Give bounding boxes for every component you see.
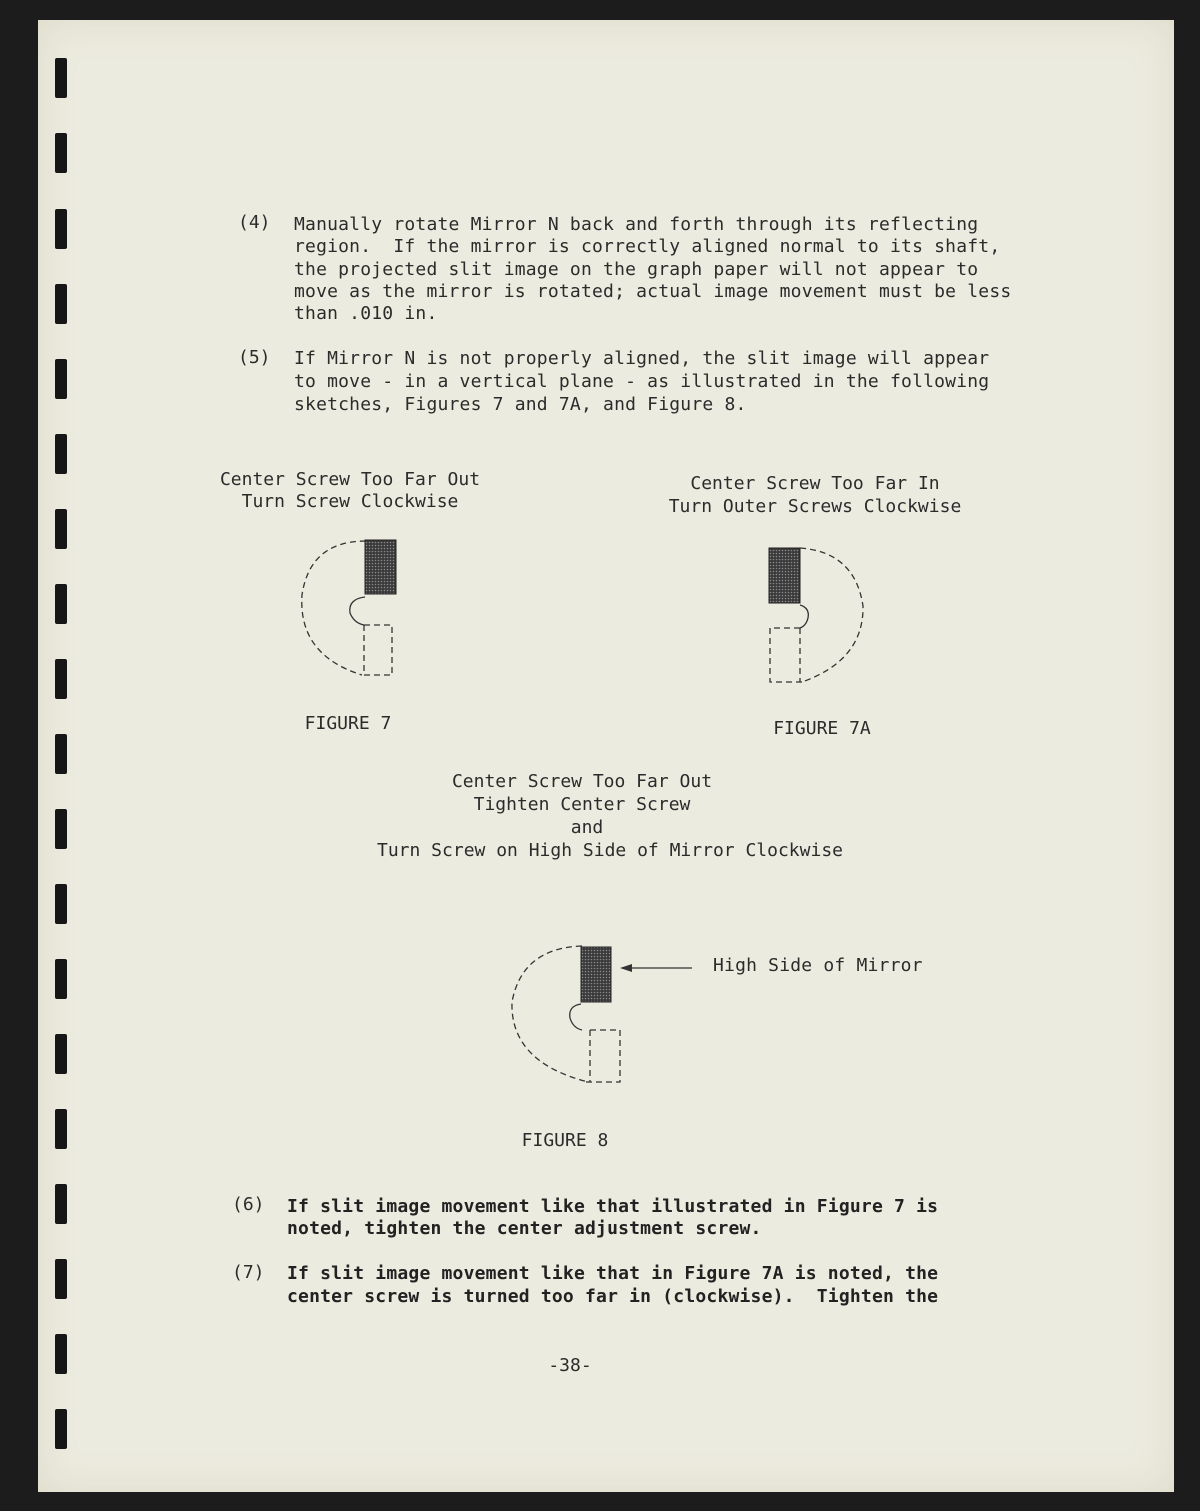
- binding-hole: [55, 734, 67, 774]
- paragraph-line: to move - in a vertical plane - as illustrated in the following: [294, 371, 990, 392]
- binding-hole: [55, 584, 67, 624]
- paragraph-line: If Mirror N is not properly aligned, the slit image will appear: [294, 348, 990, 369]
- figure8-caption: FIGURE 8: [521, 1130, 609, 1151]
- paragraph-line: If slit image movement like that illustrated in Figure 7 is: [287, 1196, 939, 1217]
- arrow-head: [620, 964, 632, 972]
- binding-hole: [55, 1259, 67, 1299]
- paragraph-line: region. If the mirror is correctly aligned normal to its shaft,: [294, 236, 1001, 257]
- figure8-sketch: [500, 940, 700, 1090]
- binding-hole: [55, 509, 67, 549]
- figure7-heading: Center Screw Too Far Out: [219, 469, 481, 490]
- figure7a-heading: Center Screw Too Far In: [690, 473, 940, 494]
- binding-hole: [55, 209, 67, 249]
- binding-hole: [55, 1034, 67, 1074]
- figure8-instruction: Turn Screw on High Side of Mirror Clockwise: [377, 840, 843, 861]
- binding-hole: [55, 959, 67, 999]
- binding-hole: [55, 659, 67, 699]
- binding-hole: [55, 809, 67, 849]
- binding-hole: [55, 133, 67, 173]
- binding-hole: [55, 1409, 67, 1449]
- binding-hole: [55, 359, 67, 399]
- figure7a-caption: FIGURE 7A: [773, 718, 871, 739]
- item-number: (4): [238, 212, 271, 233]
- figure7-caption: FIGURE 7: [304, 713, 392, 734]
- item-number: (6): [232, 1194, 265, 1215]
- binding-hole: [55, 1184, 67, 1224]
- item-number: (7): [232, 1262, 265, 1283]
- paragraph-line: than .010 in.: [294, 303, 438, 324]
- figure7-subheading: Turn Screw Clockwise: [241, 491, 459, 512]
- paragraph-line: Manually rotate Mirror N back and forth through its reflecting: [294, 214, 979, 235]
- paragraph-line: center screw is turned too far in (clockwise). Tighten the: [287, 1286, 939, 1307]
- binding-hole: [55, 434, 67, 474]
- page-number: -38-: [548, 1355, 592, 1376]
- binding-holes: [55, 0, 69, 1511]
- binding-hole: [55, 284, 67, 324]
- figure7a-subheading: Turn Outer Screws Clockwise: [668, 496, 962, 517]
- figure8-conjunction: and: [570, 817, 604, 838]
- paragraph-line: the projected slit image on the graph paper will not appear to: [294, 259, 979, 280]
- binding-hole: [55, 884, 67, 924]
- figure7a-sketch: [760, 540, 880, 690]
- item-number: (5): [238, 347, 271, 368]
- binding-hole: [55, 58, 67, 98]
- paragraph-line: sketches, Figures 7 and 7A, and Figure 8.: [294, 394, 747, 415]
- figure8-arrow-label: High Side of Mirror: [713, 955, 923, 976]
- binding-hole: [55, 1334, 67, 1374]
- figure8-subheading: Tighten Center Screw: [473, 794, 691, 815]
- binding-hole: [55, 1109, 67, 1149]
- figure8-heading: Center Screw Too Far Out: [451, 771, 713, 792]
- paragraph-line: If slit image movement like that in Figure 7A is noted, the: [287, 1263, 939, 1284]
- figure7-sketch: [290, 535, 410, 685]
- paragraph-line: noted, tighten the center adjustment screw.: [287, 1218, 762, 1239]
- paragraph-line: move as the mirror is rotated; actual image movement must be less: [294, 281, 1012, 302]
